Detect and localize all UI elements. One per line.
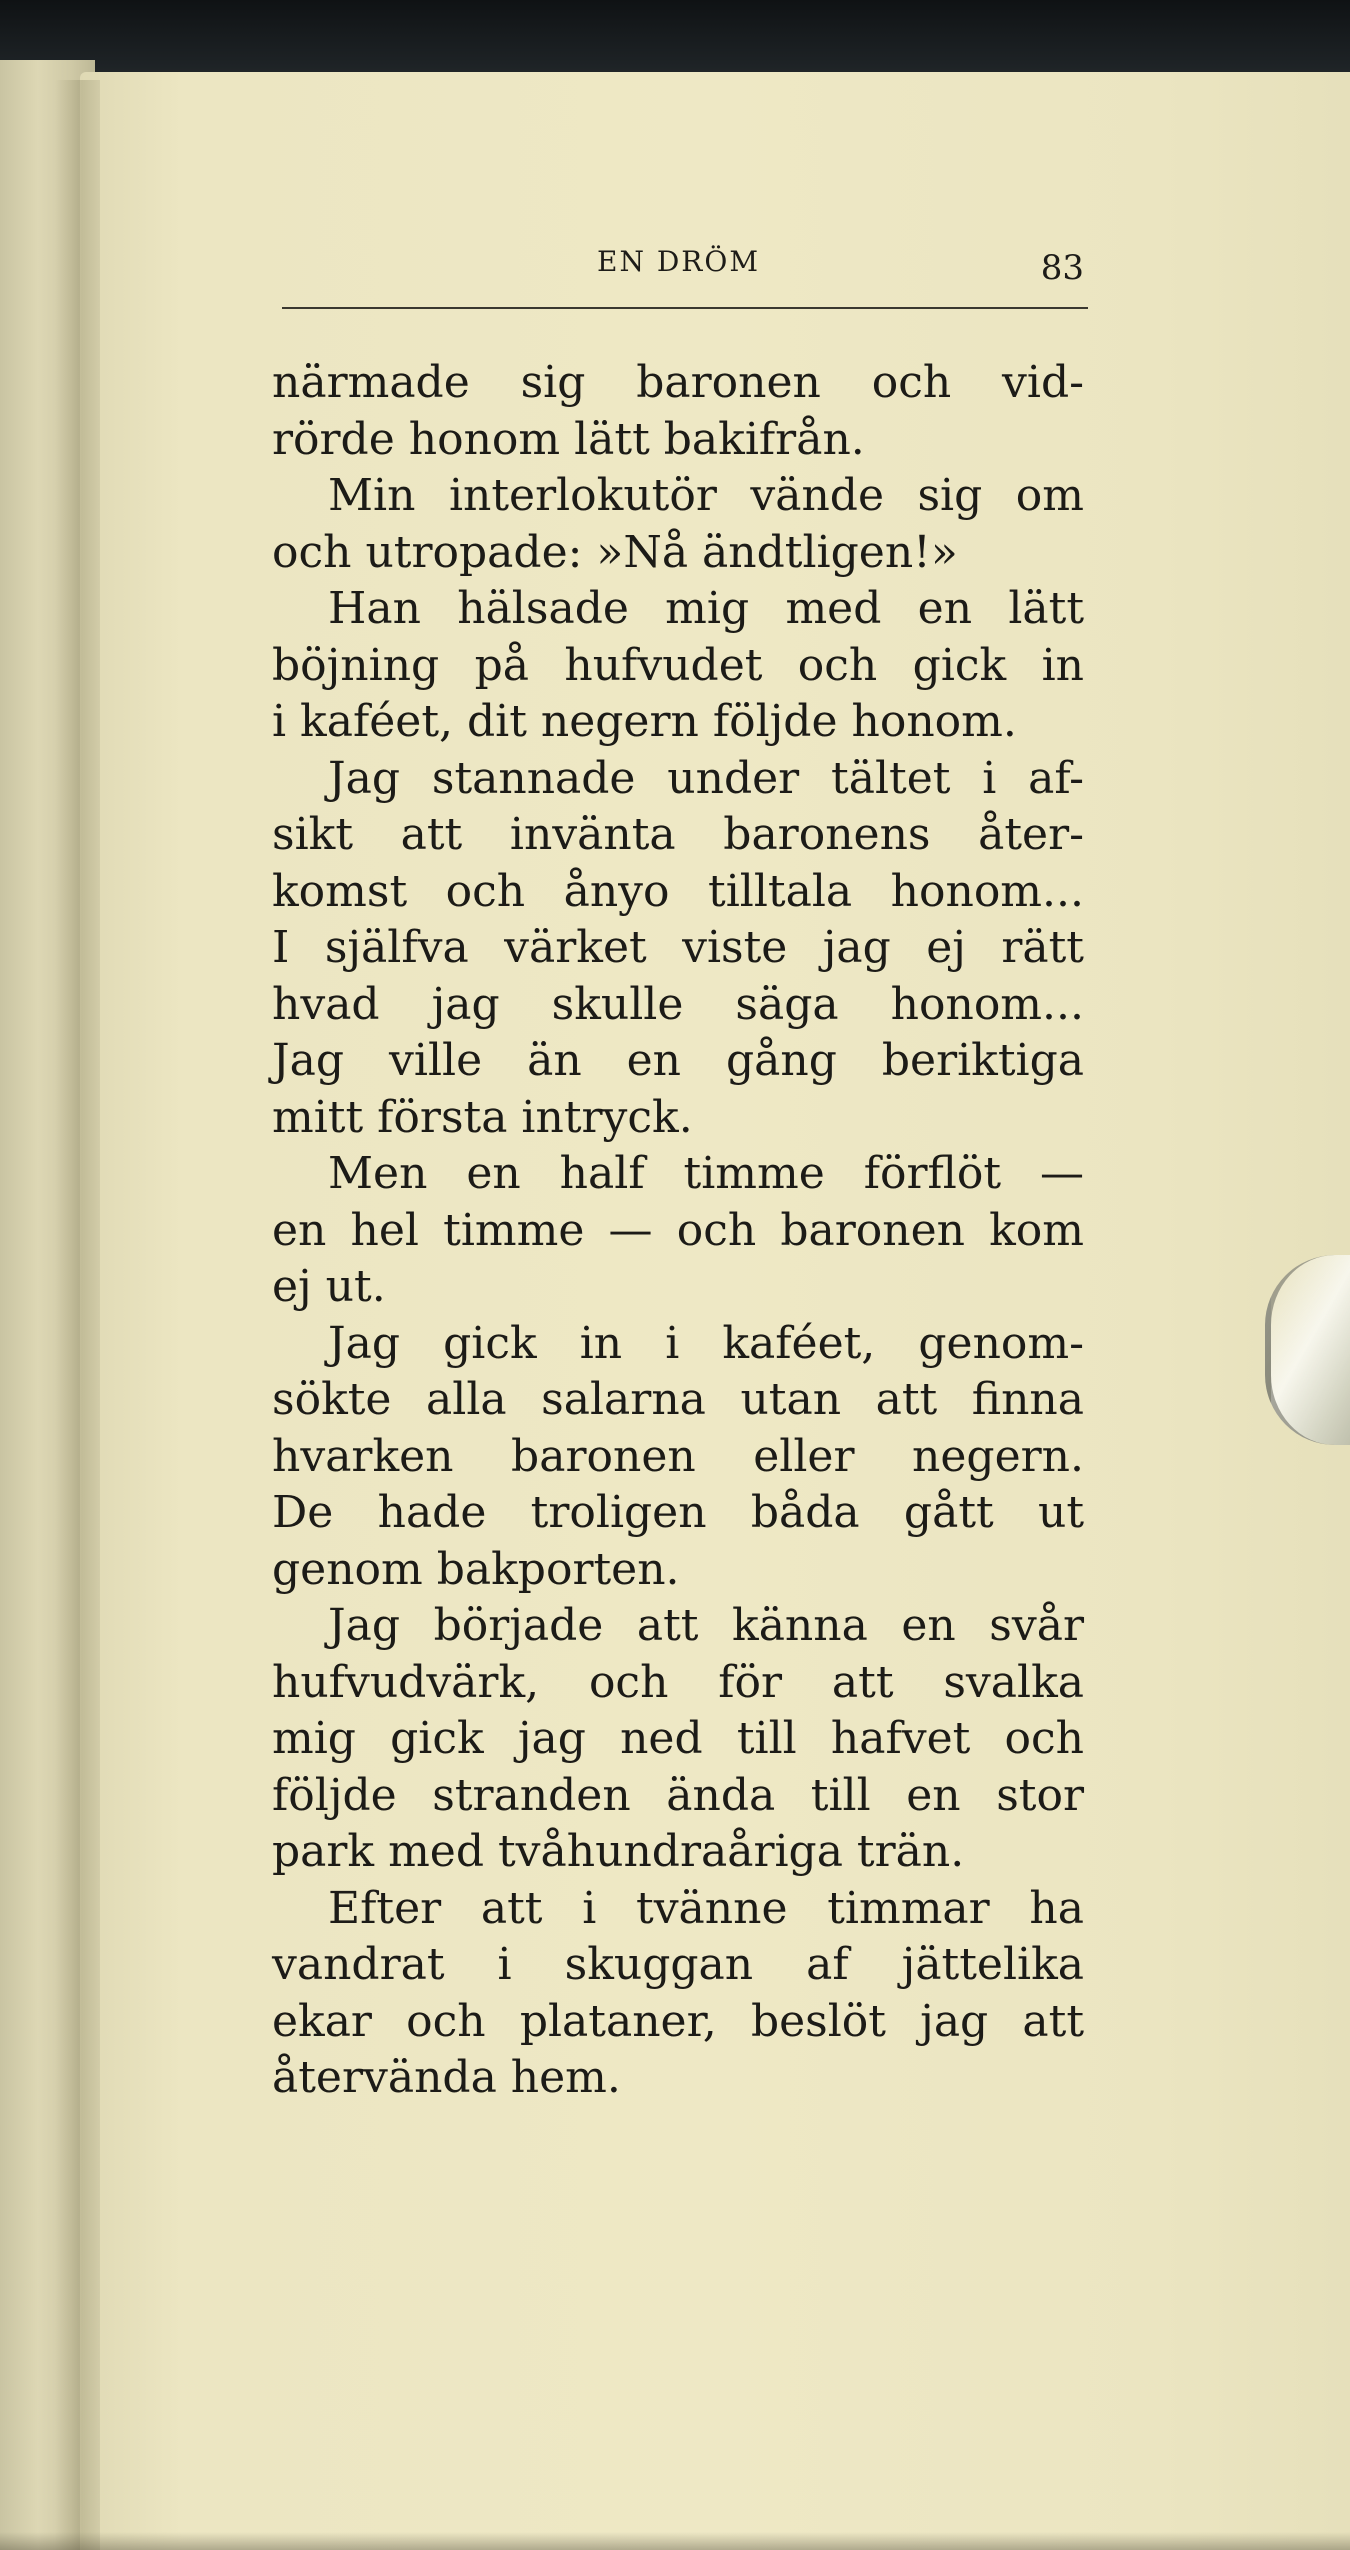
running-head: EN DRÖM — [597, 245, 760, 278]
gutter-shadow — [55, 80, 100, 2550]
text-line — [272, 1203, 1084, 1260]
text-line-content: böjning på hufvudet och gick in — [272, 639, 1084, 691]
text-line — [272, 1768, 1084, 1825]
text-line — [272, 1711, 1084, 1768]
text-line-content: genom bakporten. — [272, 1543, 680, 1595]
page-header — [282, 240, 1090, 310]
text-line-content: hvad jag skulle säga honom... — [272, 978, 1084, 1030]
text-line-content: park med tvåhundraåriga trän. — [272, 1826, 965, 1877]
text-line-content: sikt att invänta baronens åter- — [272, 809, 1084, 860]
text-line-content: mitt första intryck. — [272, 1091, 693, 1143]
page-bottom-shadow — [0, 2532, 1350, 2550]
text-line — [272, 355, 1084, 412]
text-line-content: Han hälsade mig med en lätt — [328, 583, 1084, 634]
text-line-content: i kaféet, dit negern följde honom. — [272, 696, 1017, 747]
page-number: 83 — [1040, 248, 1084, 288]
text-line — [272, 807, 1084, 864]
text-line-content: närmade sig baronen och vid- — [272, 357, 1084, 408]
text-line-content: en hel timme — och baronen kom — [272, 1204, 1084, 1256]
text-line — [272, 1824, 1084, 1881]
text-line-content: mig gick jag ned till hafvet och — [272, 1713, 1084, 1764]
text-line — [272, 1881, 1084, 1938]
body-text — [272, 355, 1084, 2107]
text-line-content: Jag började att känna en svår — [328, 1600, 1084, 1651]
text-line — [272, 638, 1084, 695]
text-line-content: följde stranden ända till en stor — [272, 1769, 1084, 1821]
text-line-content: Jag gick in i kaféet, genom- — [328, 1317, 1084, 1369]
text-line — [272, 1655, 1084, 1712]
text-line-content: rörde honom lätt bakifrån. — [272, 413, 865, 465]
text-line — [272, 525, 1084, 582]
text-line-content: återvända hem. — [272, 2052, 621, 2103]
text-line-content: I själfva värket viste jag ej rätt — [272, 922, 1084, 973]
text-line — [272, 1372, 1084, 1429]
text-line — [272, 1598, 1084, 1655]
text-line — [272, 1994, 1084, 2051]
text-line — [272, 581, 1084, 638]
text-line — [272, 1259, 1084, 1316]
text-line — [272, 1316, 1084, 1373]
text-line-content: Jag stannade under tältet i af- — [328, 752, 1084, 804]
text-line-content: vandrat i skuggan af jättelika — [272, 1939, 1084, 1990]
header-rule — [282, 307, 1088, 309]
text-line-content: Efter att i tvänne timmar ha — [328, 1882, 1084, 1934]
text-line-content: Jag ville än en gång beriktiga — [272, 1035, 1084, 1086]
text-line — [272, 694, 1084, 751]
text-line — [272, 1146, 1084, 1203]
text-line — [272, 1542, 1084, 1599]
text-line-content: hvarken baronen eller negern. — [272, 1430, 1084, 1482]
text-line-content: ej ut. — [272, 1261, 386, 1312]
text-line — [272, 1485, 1084, 1542]
text-line — [272, 412, 1084, 469]
text-line — [272, 1937, 1084, 1994]
glare-reflection — [1265, 1255, 1350, 1445]
text-line-content: ekar och plataner, beslöt jag att — [272, 1995, 1084, 2047]
text-line — [272, 977, 1084, 1034]
text-line-content: sökte alla salarna utan att finna — [272, 1374, 1084, 1425]
text-line — [272, 920, 1084, 977]
text-line-content: De hade troligen båda gått ut — [272, 1487, 1084, 1538]
text-line — [272, 468, 1084, 525]
text-line-content: hufvudvärk, och för att svalka — [272, 1656, 1084, 1708]
text-line-content: Min interlokutör vände sig om — [328, 470, 1084, 521]
text-line — [272, 864, 1084, 921]
text-line — [272, 751, 1084, 808]
text-line — [272, 1090, 1084, 1147]
text-line-content: och utropade: »Nå ändtligen!» — [272, 526, 958, 578]
text-line-content: komst och ånyo tilltala honom... — [272, 865, 1084, 917]
text-line — [272, 1033, 1084, 1090]
text-line — [272, 1429, 1084, 1486]
text-line-content: Men en half timme förflöt — — [328, 1148, 1084, 1199]
text-line — [272, 2050, 1084, 2107]
